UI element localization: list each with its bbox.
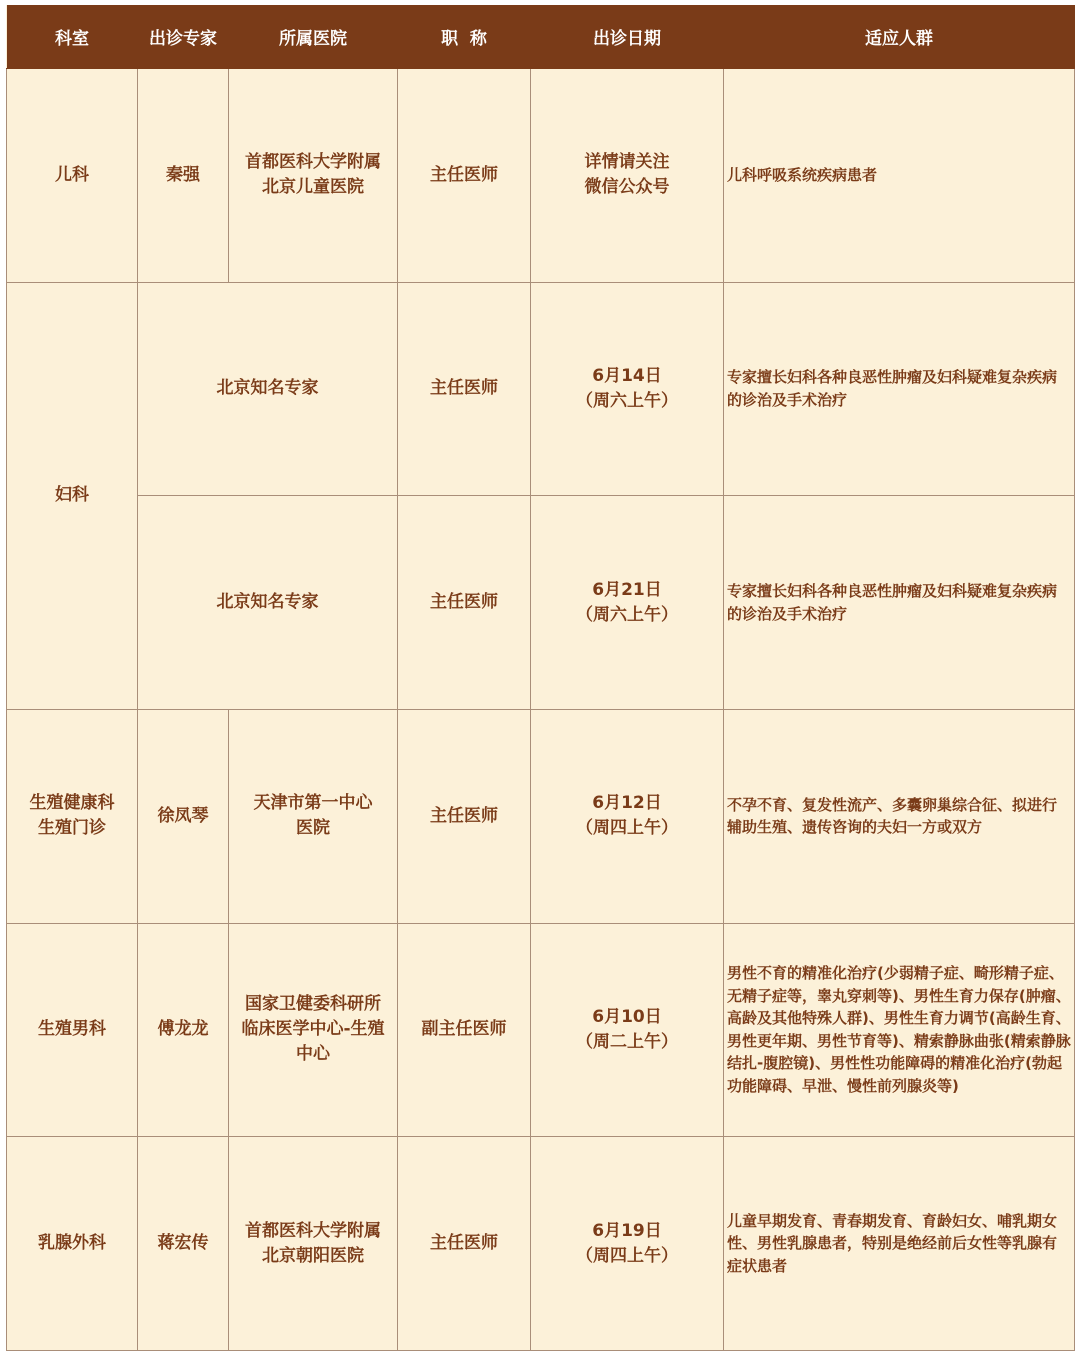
date-line: （周二上午） [576, 1031, 678, 1052]
date-line: 微信公众号 [584, 177, 670, 198]
department-line: 生殖男科 [38, 1019, 106, 1040]
population-cell: 儿科呼吸系统疾病患者 [724, 69, 1075, 283]
header-department: 科室 [7, 5, 138, 69]
hospital-line: 中心 [296, 1044, 330, 1065]
date-cell [531, 69, 724, 283]
date-line: 6月19日 [592, 1220, 662, 1241]
department-line: 妇科 [55, 485, 89, 506]
hospital-line: 国家卫健委科研所 [245, 994, 381, 1015]
department-cell [7, 923, 138, 1137]
table-row [7, 496, 1075, 710]
date-line: （周四上午） [576, 1245, 678, 1266]
table-row [7, 923, 1075, 1137]
expert-cell: 傅龙龙 [138, 923, 229, 1137]
department-line: 生殖门诊 [38, 818, 106, 839]
department-cell [7, 709, 138, 923]
department-line: 儿科 [55, 164, 89, 185]
table-header-row [7, 5, 1075, 69]
hospital-line: 医院 [296, 818, 330, 839]
title-cell: 主任医师 [398, 1137, 531, 1351]
department-line: 乳腺外科 [38, 1233, 106, 1254]
date-cell [531, 1137, 724, 1351]
hospital-line: 首都医科大学附属 [245, 1220, 381, 1241]
date-line: 6月21日 [592, 579, 662, 600]
date-line: （周六上午） [576, 390, 678, 411]
department-cell [7, 1137, 138, 1351]
date-cell [531, 282, 724, 496]
table-row [7, 1137, 1075, 1351]
date-cell [531, 923, 724, 1137]
hospital-line: 首都医科大学附属 [245, 152, 381, 173]
date-line: （周四上午） [576, 818, 678, 839]
expert-hospital-cell: 北京知名专家 [138, 496, 398, 710]
schedule-table-wrapper [6, 5, 1074, 1351]
header-title: 职 称 [398, 5, 531, 69]
hospital-line: 临床医学中心-生殖 [241, 1019, 385, 1040]
date-line: 6月10日 [592, 1006, 662, 1027]
department-cell [7, 69, 138, 283]
hospital-line: 天津市第一中心 [253, 793, 373, 814]
date-line: （周六上午） [576, 604, 678, 625]
hospital-cell [229, 709, 398, 923]
expert-cell: 蒋宏传 [138, 1137, 229, 1351]
hospital-cell [229, 923, 398, 1137]
title-cell: 主任医师 [398, 709, 531, 923]
title-cell: 主任医师 [398, 282, 531, 496]
date-line: 6月14日 [592, 365, 662, 386]
hospital-line: 北京儿童医院 [262, 177, 364, 198]
header-date: 出诊日期 [531, 5, 724, 69]
table-row [7, 282, 1075, 496]
department-line: 生殖健康科 [29, 793, 115, 814]
header-hospital: 所属医院 [229, 5, 398, 69]
title-cell: 主任医师 [398, 69, 531, 283]
title-cell: 主任医师 [398, 496, 531, 710]
population-cell: 儿童早期发育、青春期发育、育龄妇女、哺乳期女性、男性乳腺患者，特别是绝经前后女性等乳腺有症状患者 [724, 1137, 1075, 1351]
hospital-cell [229, 69, 398, 283]
population-cell: 男性不育的精准化治疗(少弱精子症、畸形精子症、无精子症等，睾丸穿刺等)、男性生育力保存(肿瘤、高龄及其他特殊人群)、男性生育力调节(高龄生育、男性更年期、男性节育等)、精索静脉曲张(精索静脉结扎-腹腔镜)、男性性功能障碍的精准化治疗(勃起功能障碍、早泄、慢性前列腺炎等) [724, 923, 1075, 1137]
hospital-cell [229, 1137, 398, 1351]
department-cell [7, 282, 138, 709]
date-cell [531, 709, 724, 923]
population-cell: 不孕不育、复发性流产、多囊卵巢综合征、拟进行辅助生殖、遗传咨询的夫妇一方或双方 [724, 709, 1075, 923]
header-population: 适应人群 [724, 5, 1075, 69]
clinic-schedule-table [6, 5, 1075, 1351]
expert-cell: 秦强 [138, 69, 229, 283]
population-cell: 专家擅长妇科各种良恶性肿瘤及妇科疑难复杂疾病的诊治及手术治疗 [724, 496, 1075, 710]
table-row [7, 69, 1075, 283]
date-line: 详情请关注 [584, 152, 670, 173]
date-line: 6月12日 [592, 793, 662, 814]
expert-hospital-cell: 北京知名专家 [138, 282, 398, 496]
title-cell: 副主任医师 [398, 923, 531, 1137]
table-row [7, 709, 1075, 923]
date-cell [531, 496, 724, 710]
header-expert: 出诊专家 [138, 5, 229, 69]
expert-cell: 徐凤琴 [138, 709, 229, 923]
population-cell: 专家擅长妇科各种良恶性肿瘤及妇科疑难复杂疾病的诊治及手术治疗 [724, 282, 1075, 496]
hospital-line: 北京朝阳医院 [262, 1245, 364, 1266]
